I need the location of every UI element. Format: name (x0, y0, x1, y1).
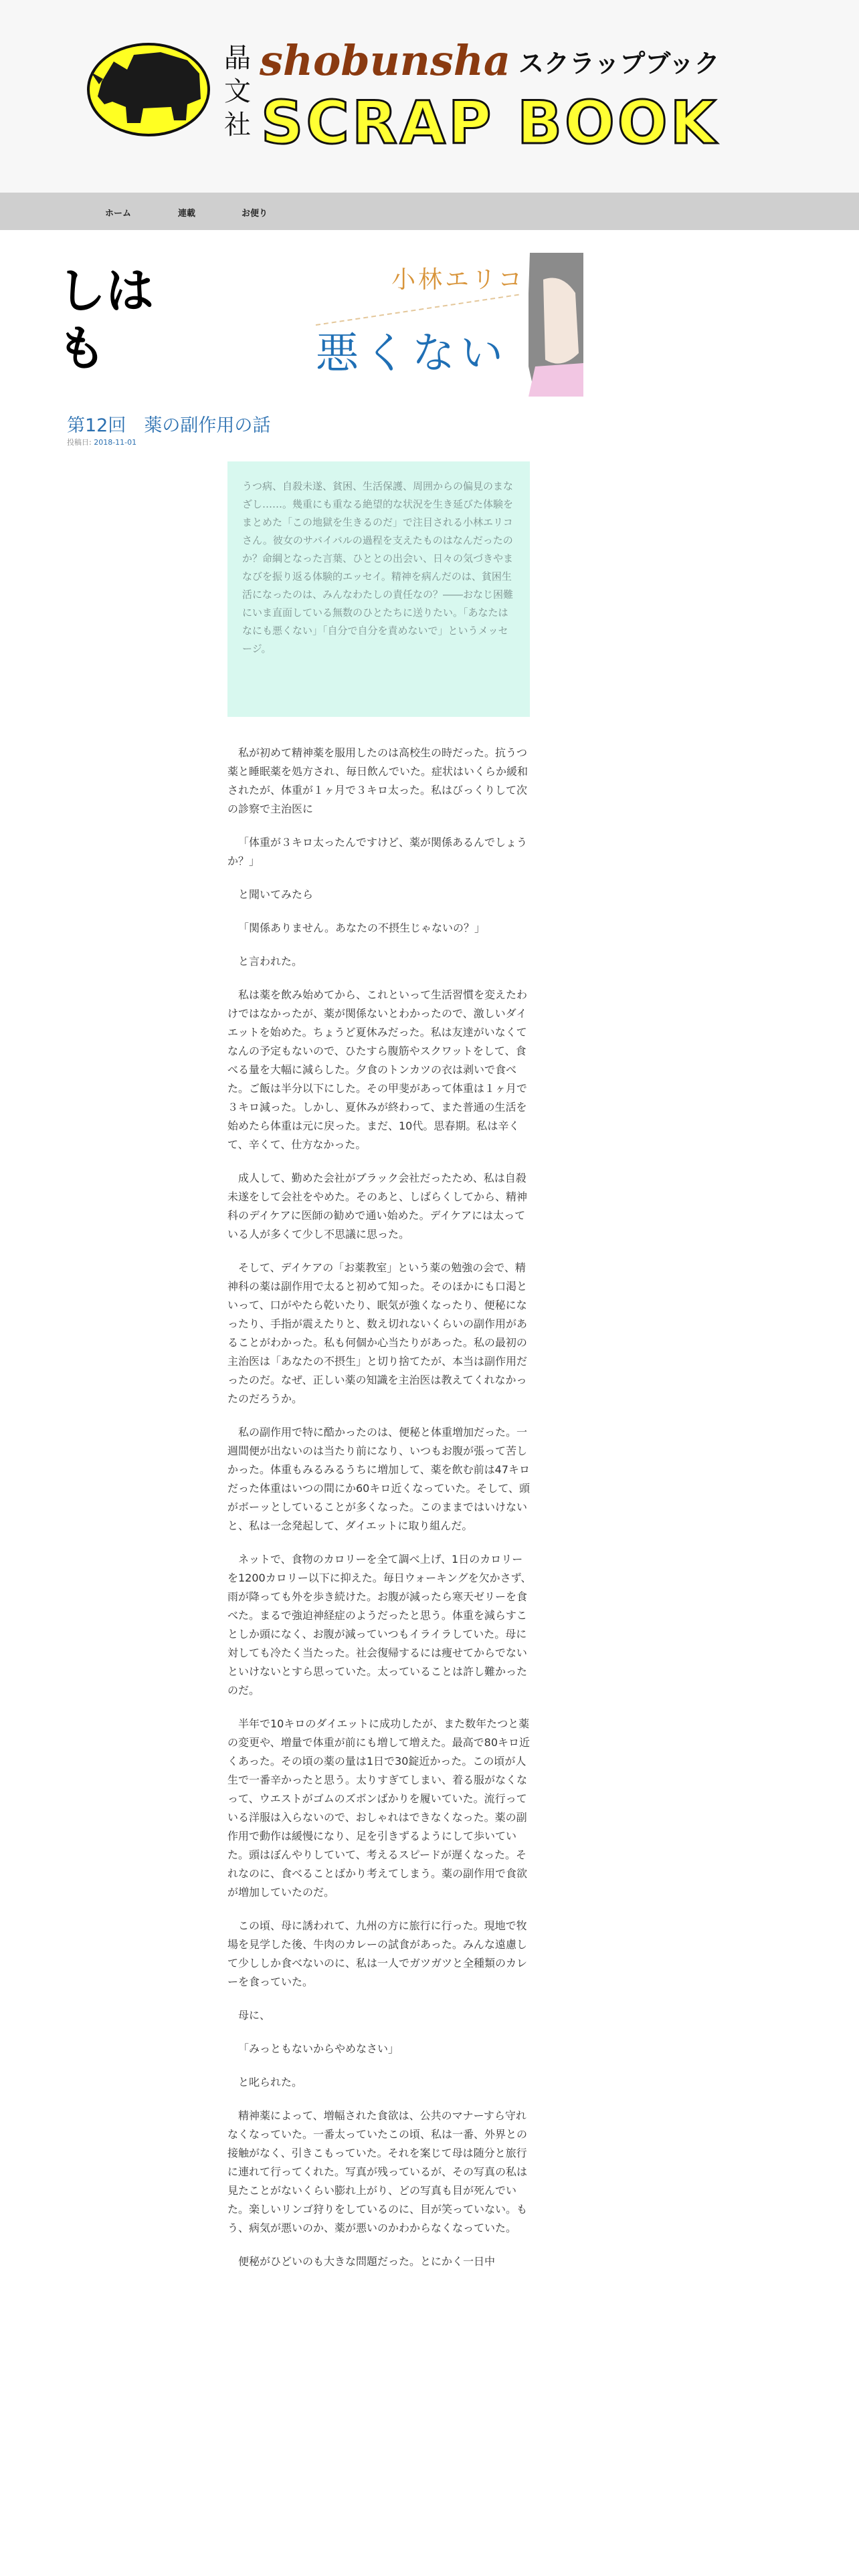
article-paragraph: 成人して、勤めた会社がブラック会社だったため、私は自殺未遂をして会社をやめた。そのあと、しばらくしてから、精神科のデイケアに医師の勧めで通い始めた。デイケアには太っている人が多くて少し不思議に思った。 (227, 1172, 528, 1241)
article-paragraph: 半年で10キロのダイエットに成功したが、また数年たつと薬の変更や、増量で体重が前にも増して増えた。最高で80キロ近くあった。その頃の薬の量は1日で30錠近かった。この頃が人生で一番辛かったと思う。太りすぎてしまい、着る服がなくなって、ウエストがゴムのズボンばかりを履いていた。流行っている洋服は入らないので、おしゃれはできなくなった。薬の副作用で動作は緩慢になり、足を引きずるようにして歩いていた。頭はぼんやりしていて、考えるスピードが遅くなった。それなのに、食べることばかり考えてしまう。薬の副作用で食欲が増加していたのだ。 (227, 1717, 531, 1899)
kanji-1: 晶 (224, 43, 251, 74)
woman-illustration-icon (529, 253, 583, 397)
article-paragraph: 「体重が３キロ太ったんですけど、薬が関係あるんでしょうか？」 (227, 836, 528, 867)
site-header (0, 0, 859, 193)
article-paragraph: ネットで、食物のカロリーを全て調べ上げ、1日のカロリーを1200カロリー以下に抑えた。毎日ウォーキングを欠かさず、雨が降っても外を歩き続けた。お腹が減ったら寒天ゼリーを食べた。まるで強迫神経症のようだったと思う。体重を減らすことしか頭になく、お腹が減っていつもイライラしていた。母に対しても冷たく当たった。社会復帰するには痩せてからでないといけないとすら思っていた。太っていることは許し難かったのだ。 (227, 1553, 532, 1697)
post-meta (67, 437, 136, 447)
article-paragraph: そして、デイケアの「お薬教室」という薬の勉強の会で、精神科の薬は副作用で太ると初めて知った。そのほかにも口渇といって、口がやたら乾いたり、眠気が強くなったり、便秘になったり、手指が震えたりと、数え切れないくらいの副作用があることがわかった。私も何個か心当たりがあった。私の最初の主治医は「あなたの不摂生」と切り捨てたが、本当は副作用だったのだ。なぜ、正しい薬の知識を主治医は教えてくれなかったのだろうか。 (227, 1261, 528, 1405)
article-paragraph: 「関係ありません。あなたの不摂生じゃないの？」 (238, 922, 485, 934)
article-paragraph: 「みっともないからやめなさい」 (238, 2042, 399, 2055)
nav-item-letters[interactable]: お便り (242, 209, 268, 219)
scrapbook-jp-text: スクラップブック (518, 49, 720, 78)
article-paragraph: と言われた。 (238, 955, 303, 968)
article-paragraph: 私が初めて精神薬を服用したのは高校生の時だった。抗うつ薬と睡眠薬を処方され、毎日飲んでいた。症状はいくらか緩和されたが、体重が１ヶ月で３キロ太った。私はびっくりして次の診察で主治医に (227, 746, 528, 815)
brand-italic-text: shobunsha (260, 36, 510, 85)
post-date-label: 投稿日: (67, 438, 92, 447)
nav-item-series[interactable]: 連載 (178, 209, 196, 219)
rhino-emblem-icon (88, 44, 209, 135)
banner-left-text-2: も (58, 320, 106, 377)
nav-item-home[interactable]: ホーム (105, 209, 132, 219)
banner-headline: 悪くない (316, 329, 508, 379)
site-logo[interactable] (87, 35, 736, 158)
article-paragraph: 母に、 (238, 2009, 271, 2022)
main-nav (0, 193, 859, 230)
banner-left-text-1: しは (58, 263, 155, 319)
article-paragraph: と叱られた。 (238, 2076, 303, 2088)
series-banner-image (58, 253, 583, 397)
article-paragraph: と聞いてみたら (238, 888, 314, 901)
banner-author: 小林エリコ (391, 266, 525, 294)
scrapbook-en-text: SCRAP BOOK (261, 88, 719, 157)
article-paragraph: 便秘がひどいのも大きな問題だった。とにかく一日中 (238, 2255, 496, 2268)
kanji-2: 文 (224, 76, 251, 107)
article-paragraph: 精神薬によって、増幅された食欲は、公共のマナーすら守れなくなっていた。一番太っていたこの頃、私は一番、外界との接触がなく、引きこもっていた。それを案じて母は随分と旅行に連れて行ってくれた。写真が残っているが、その写真の私は見たことがないくらい膨れ上がり、どの写真も目が死んでいた。楽しいリンゴ狩りをしているのに、目が笑っていない。もう、病気が悪いのか、薬が悪いのかわからなくなっていた。 (227, 2109, 528, 2234)
kanji-3: 社 (224, 110, 251, 140)
article-body (227, 744, 532, 2286)
post-title[interactable]: 第12回 薬の副作用の話 (67, 415, 271, 436)
post-date[interactable]: 2018-11-01 (94, 438, 137, 447)
article-paragraph: 私の副作用で特に酷かったのは、便秘と体重増加だった。一週間便が出ないのは当たり前になり、いつもお腹が張って苦しかった。体重もみるみるうちに増加して、薬を飲む前は47キロだった体重はいつの間にか60キロ近くなっていた。そして、頭がボーッとしていることが多くなった。このままではいけないと、私は一念発起して、ダイエットに取り組んだ。 (227, 1426, 531, 1532)
article-paragraph: この頃、母に誘われて、九州の方に旅行に行った。現地で牧場を見学した後、牛肉のカレーの試食があった。みんな遠慮して少ししか食べないのに、私は一人でガツガツと全種類のカレーを食っていた。 (227, 1919, 528, 1988)
intro-box: うつ病、自殺未遂、貧困、生活保護、周囲からの偏見のまなざし……。幾重にも重なる絶望的な状況を生き延びた体験をまとめた「この地獄を生きるのだ」で注目される小林エリコさん。彼女のサバイバルの過程を支えたものはなんだったのか？命綱となった言葉、ひととの出会い、日々の気づきやまなびを振り返る体験的エッセイ。精神を病んだのは、貧困生活になったのは、みんなわたしの責任なの？――おなじ困難にいま直面している無数のひとたちに送りたい。「あなたはなにも悪くない」「自分で自分を責めないで」というメッセージ。 (227, 461, 530, 717)
article-paragraph: 私は薬を飲み始めてから、これといって生活習慣を変えたわけではなかったが、薬が関係ないとわかったので、激しいダイエットを始めた。ちょうど夏休みだった。私は友達がいなくてなんの予定もないので、ひたすら腹筋やスクワットをして、食べる量を大幅に減らした。夕食のトンカツの衣は剥いで食べた。ご飯は半分以下にした。その甲斐があって体重は１ヶ月で３キロ減った。しかし、夏休みが終わって、また普通の生活を始めたら体重は元に戻った。まだ、10代。思春期。私は辛くて、辛くて、仕方なかった。 (227, 988, 528, 1151)
